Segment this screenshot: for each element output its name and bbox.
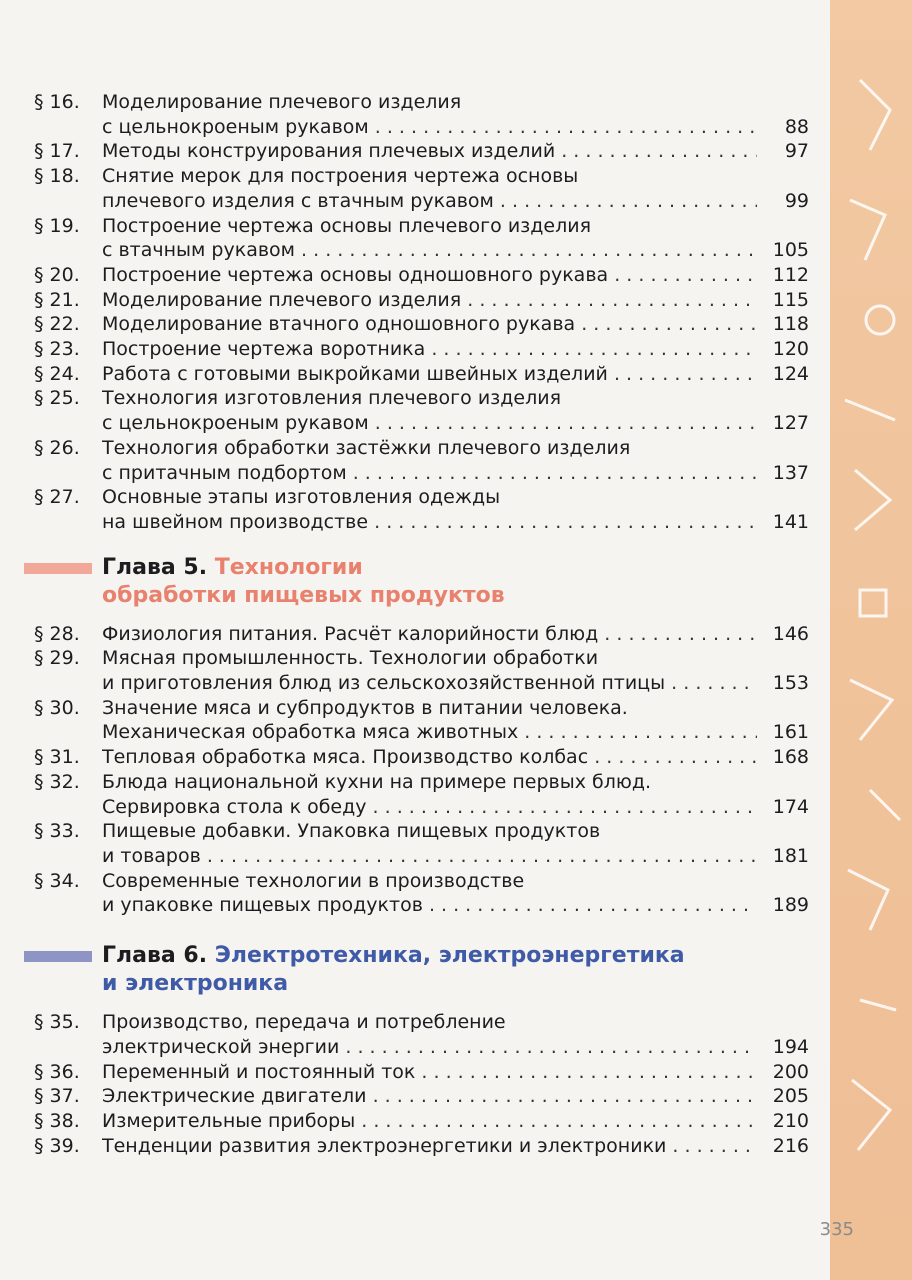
toc-entry [34, 362, 809, 387]
section-title-line: Значение мяса и субпродуктов в питании человека. [102, 696, 628, 719]
section-title-line: Построение чертежа воротника . . . [102, 337, 757, 362]
table-of-contents [34, 90, 809, 1158]
section-title-line: на швейном производстве . . . [102, 510, 757, 535]
section-title-line: Основные этапы изготовления одежды [102, 486, 501, 509]
toc-entry [34, 337, 809, 362]
chapter-5-marker [24, 563, 92, 574]
section-page-number: 153 [772, 672, 809, 695]
section-number: § 26. [34, 436, 80, 459]
chapter-6-title-line-1: Электротехника, электроэнергетика [214, 943, 685, 969]
section-title-line: Построение чертежа основы одношовного рукава . . . [102, 263, 757, 288]
section-page-number: 141 [772, 510, 809, 533]
section-number: § 16. [34, 91, 80, 113]
chapter-6-title-line-2: и электроника [102, 971, 289, 997]
toc-entry [34, 1134, 809, 1159]
section-title-line: Тепловая обработка мяса. Производство колбас . . . [102, 745, 757, 770]
chapter-5-heading [34, 554, 809, 610]
section-title-line: Моделирование плечевого изделия . . . [102, 288, 757, 313]
toc-entry [34, 214, 809, 263]
section-number: § 22. [34, 313, 80, 336]
section-number: § 27. [34, 486, 80, 509]
section-page-number: 112 [772, 263, 809, 286]
section-page-number: 115 [772, 288, 809, 311]
section-title-line: Тенденции развития электроэнергетики и электроники . . . [102, 1134, 757, 1159]
section-number: § 19. [34, 214, 80, 237]
section-page-number: 181 [772, 844, 809, 867]
section-page-number: 174 [772, 795, 809, 818]
section-title-line: Снятие мерок для построения чертежа основы [102, 165, 579, 188]
toc-entry [34, 386, 809, 435]
chapter-5-label: Глава 5. [102, 554, 208, 580]
section-number: § 30. [34, 696, 80, 719]
section-number: § 20. [34, 263, 80, 286]
page-number: 335 [819, 1219, 854, 1240]
section-title-line: с цельнокроеным рукавом . . . [102, 115, 757, 140]
section-page-number: 97 [784, 140, 809, 163]
toc-entry [34, 139, 809, 164]
section-title-line: Моделирование плечевого изделия [102, 91, 462, 113]
section-number: § 32. [34, 770, 80, 793]
toc-entry [34, 90, 809, 139]
toc-entry [34, 485, 809, 534]
section-number: § 35. [34, 1011, 80, 1034]
section-page-number: 205 [772, 1085, 809, 1108]
section-number: § 23. [34, 338, 80, 361]
section-page-number: 189 [772, 894, 809, 917]
section-page-number: 194 [772, 1035, 809, 1058]
toc-entry [34, 288, 809, 313]
section-number: § 36. [34, 1060, 80, 1083]
section-page-number: 124 [772, 362, 809, 385]
toc-entry [34, 819, 809, 868]
section-title-line: с втачным рукавом . . . [102, 238, 757, 263]
section-title-line: Пищевые добавки. Упаковка пищевых продуктов [102, 820, 601, 843]
toc-entry [34, 164, 809, 213]
section-number: § 31. [34, 746, 80, 769]
section-page-number: 146 [772, 622, 809, 645]
section-title-line: Моделирование втачного одношовного рукава . . . [102, 312, 757, 337]
section-title-line: плечевого изделия с втачным рукавом . . . [102, 189, 757, 214]
section-title-line: Современные технологии в производстве [102, 869, 525, 892]
section-page-number: 88 [784, 115, 809, 138]
section-title-line: Построение чертежа основы плечевого изделия [102, 214, 592, 237]
section-number: § 18. [34, 165, 80, 188]
chapter-5-title-line-1: Технологии [214, 554, 363, 580]
section-number: § 25. [34, 387, 80, 410]
section-number: § 33. [34, 820, 80, 843]
toc-entry [34, 745, 809, 770]
toc-entry [34, 622, 809, 647]
section-number: § 24. [34, 362, 80, 385]
section-title-line: Измерительные приборы . . . [102, 1109, 757, 1134]
sections-group-chapter6 [34, 1010, 809, 1158]
section-page-number: 137 [772, 461, 809, 484]
toc-entry [34, 436, 809, 485]
section-title-line: с притачным подбортом . . . [102, 461, 757, 486]
toc-entry [34, 1109, 809, 1134]
section-title-line: Блюда национальной кухни на примере первых блюд. [102, 770, 652, 793]
decorative-side-band [830, 0, 912, 1280]
section-number: § 38. [34, 1109, 80, 1132]
section-title-line: Переменный и постоянный ток . . . [102, 1060, 757, 1085]
chapter-6-marker [24, 951, 92, 962]
section-number: § 29. [34, 647, 80, 670]
section-title-line: с цельнокроеным рукавом . . . [102, 411, 757, 436]
toc-entry [34, 770, 809, 819]
section-number: § 28. [34, 622, 80, 645]
section-title-line: Механическая обработка мяса животных . . . [102, 720, 757, 745]
chapter-5-title-line-2: обработки пищевых продуктов [102, 582, 505, 608]
toc-entry [34, 1010, 809, 1059]
section-title-line: Мясная промышленность. Технологии обработки [102, 647, 599, 670]
section-title-line: Технология изготовления плечевого изделия [102, 387, 562, 410]
section-number: § 21. [34, 288, 80, 311]
section-title-line: Физиология питания. Расчёт калорийности блюд . . . [102, 622, 757, 647]
section-number: § 39. [34, 1134, 80, 1157]
section-title-line: и упаковке пищевых продуктов . . . [102, 893, 757, 918]
section-page-number: 216 [772, 1134, 809, 1157]
decorative-pattern-icon [830, 0, 912, 1280]
section-number: § 34. [34, 869, 80, 892]
section-title-line: Электрические двигатели . . . [102, 1084, 757, 1109]
section-page-number: 120 [772, 338, 809, 361]
chapter-6-label: Глава 6. [102, 943, 208, 969]
section-number: § 37. [34, 1085, 80, 1108]
sections-group-chapter5 [34, 622, 809, 918]
section-title-line: и приготовления блюд из сельскохозяйственной птицы . . . [102, 671, 757, 696]
section-title-line: электрической энергии . . . [102, 1035, 757, 1060]
toc-entry [34, 1060, 809, 1085]
section-page-number: 118 [772, 313, 809, 336]
section-title-line: и товаров . . . [102, 844, 757, 869]
section-title-line: Работа с готовыми выкройками швейных изделий . . . [102, 362, 757, 387]
sections-group-chapter4 [34, 90, 809, 535]
section-page-number: 210 [772, 1109, 809, 1132]
toc-entry [34, 869, 809, 918]
section-page-number: 168 [772, 746, 809, 769]
section-page-number: 99 [784, 189, 809, 212]
chapter-6-heading [34, 942, 809, 998]
toc-entry [34, 1084, 809, 1109]
section-page-number: 161 [772, 721, 809, 744]
section-page-number: 200 [772, 1060, 809, 1083]
toc-entry [34, 312, 809, 337]
section-title-line: Технология обработки застёжки плечевого изделия [102, 436, 631, 459]
toc-entry [34, 696, 809, 745]
section-page-number: 127 [772, 412, 809, 435]
section-page-number: 105 [772, 239, 809, 262]
toc-entry [34, 263, 809, 288]
section-title-line: Сервировка стола к обеду . . . [102, 795, 757, 820]
toc-entry [34, 646, 809, 695]
section-title-line: Производство, передача и потребление [102, 1011, 506, 1034]
section-title-line: Методы конструирования плечевых изделий . . . [102, 139, 757, 164]
section-number: § 17. [34, 140, 80, 163]
